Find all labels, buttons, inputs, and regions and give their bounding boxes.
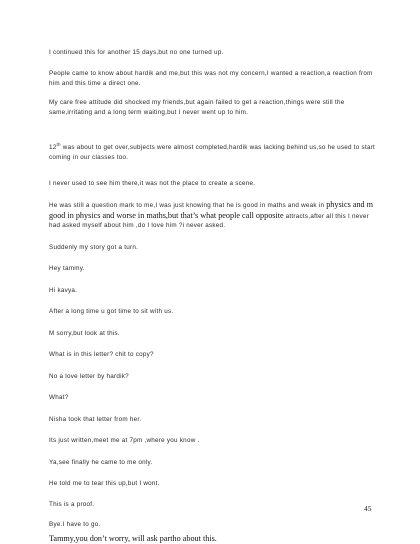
paragraph-question-mark-start: He was still a question mark to me,I was just knowing that he is good in maths and weak in	[49, 202, 327, 209]
ordinal-suffix: th	[56, 141, 61, 147]
dialogue-what: What?	[49, 394, 69, 401]
dialogue-after-long-time: After a long time u got time to sit with us.	[49, 308, 174, 315]
dialogue-tammy-dont-worry: Tammy,you don’t worry, will ask partho about this.	[49, 534, 217, 543]
ordinal-number: 12	[49, 144, 57, 151]
dialogue-hey-tammy: Hey tammy.	[49, 265, 85, 272]
dialogue-finally: Ya,see finally he came to me only.	[49, 459, 153, 466]
paragraph-never-used: I never used to see him there,it was not the place to create a scene.	[49, 180, 256, 187]
paragraph-12th	[49, 143, 379, 162]
paragraph-suddenly: Suddenly my story got a turn.	[49, 244, 139, 251]
dialogue-just-written: Its just written,meet me at 7pm ,where you know .	[49, 437, 200, 444]
dialogue-bye: Bye.I have to go.	[49, 521, 101, 528]
paragraph-nisha-took: Nisha took that letter from her.	[49, 416, 142, 423]
paragraph-people-came: People came to know about hardik and me,but this was not my concern,I wanted a reaction,a reaction from him and this time a direct one.	[49, 70, 373, 87]
paragraph-question-mark-serif: physics and m good in physics and worse in maths,but that’s what people call opposite	[49, 200, 374, 220]
paragraph-continued: I continued this for another 15 days,but no one turned up.	[49, 49, 224, 56]
dialogue-hi-kavya: Hi kavya.	[49, 287, 78, 294]
dialogue-this-is-proof: This is a proof.	[49, 501, 95, 508]
dialogue-love-letter: No a love letter by hardik?	[49, 373, 129, 380]
paragraph-care-free: My care free attitude did shocked my friends,but again failed to get a reaction,things were still the same,irritating and a long term waiting,but I never went up to him.	[49, 99, 345, 116]
paragraph-question-mark	[49, 200, 379, 231]
dialogue-m-sorry: M sorry,but look at this.	[49, 330, 120, 337]
dialogue-tear-this-up: He told me to tear this up,but I wont.	[49, 480, 160, 487]
paragraph-question-mark-end: attracts,after all this I never had asked myself about him ,do I love him ?i never asked.	[49, 212, 370, 229]
paragraph-12th-text: was about to get over,subjects were almost completed,hardik was lacking behind us,so he used to start coming in our classes too.	[49, 144, 376, 161]
page-number: 45	[364, 504, 372, 513]
dialogue-what-is-letter: What is in this letter? chit to copy?	[49, 351, 154, 358]
